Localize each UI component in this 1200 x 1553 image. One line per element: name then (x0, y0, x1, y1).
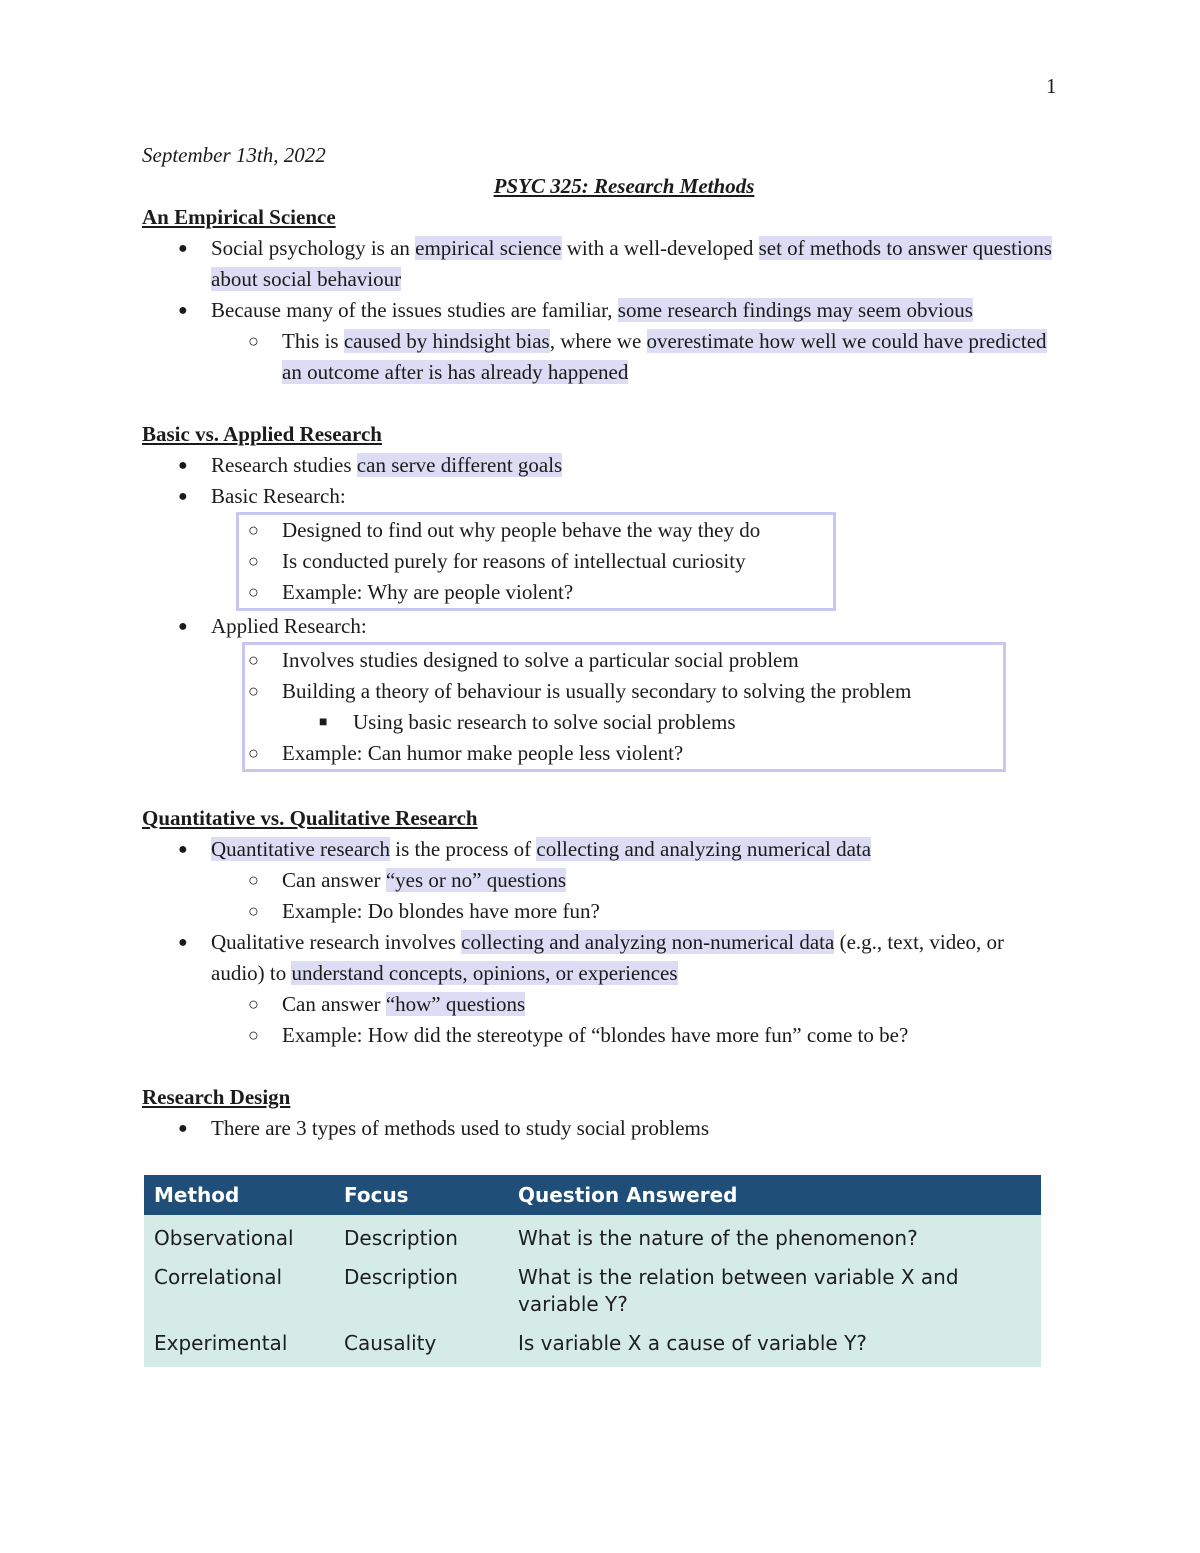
table-cell: Observational (144, 1215, 334, 1258)
hollow-bullet-icon: ○ (248, 331, 259, 351)
list-item: ● There are 3 types of methods used to study social problems (142, 1113, 1062, 1144)
section-heading-research-design: Research Design (142, 1085, 291, 1109)
hollow-bullet-icon: ○ (248, 650, 259, 670)
page-number: 1 (1046, 74, 1057, 98)
highlight: “how” questions (385, 992, 526, 1016)
highlight: collecting and analyzing numerical data (536, 837, 872, 861)
list-item: ○ Can answer “yes or no” questions (142, 865, 1062, 896)
bullet-icon: ● (178, 240, 188, 257)
list-item: ● Applied Research: (142, 611, 1062, 642)
applied-research-box (242, 642, 1006, 772)
table-cell: Correlational (144, 1258, 334, 1324)
column-header-method: Method (144, 1175, 334, 1215)
list-item: ○ This is caused by hindsight bias, where we overestimate how well we could have predicted an outcome after is has already happened (142, 326, 1062, 388)
bullet-icon: ● (178, 302, 188, 319)
table-cell: Experimental (144, 1324, 334, 1367)
bullet-icon: ● (178, 618, 188, 635)
bullet-icon: ● (178, 841, 188, 858)
table-row (144, 1324, 1041, 1367)
list-item: ○ Example: Do blondes have more fun? (142, 896, 1062, 927)
bullet-icon: ● (178, 934, 188, 951)
hollow-bullet-icon: ○ (248, 520, 259, 540)
highlight: some research findings may seem obvious (617, 298, 973, 322)
table-cell: Causality (334, 1324, 508, 1367)
list-item: ○ Involves studies designed to solve a particular social problem (245, 645, 1003, 676)
table-cell: Description (334, 1258, 508, 1324)
document-title: PSYC 325: Research Methods (493, 174, 755, 198)
hollow-bullet-icon: ○ (248, 901, 259, 921)
table-row (144, 1215, 1041, 1258)
list-item: ● Because many of the issues studies are familiar, some research findings may seem obvious (142, 295, 1062, 326)
table-header-row (144, 1175, 1041, 1215)
highlight: Quantitative research (211, 837, 390, 861)
list-item: ○ Is conducted purely for reasons of intellectual curiosity (239, 546, 833, 577)
column-header-question: Question Answered (508, 1175, 1041, 1215)
highlight: empirical science (415, 236, 562, 260)
list-item: ○ Example: How did the stereotype of “blondes have more fun” come to be? (142, 1020, 1062, 1051)
methods-table (144, 1175, 1041, 1367)
design-list (142, 1113, 1062, 1144)
basic-research-box (236, 512, 836, 611)
hollow-bullet-icon: ○ (248, 681, 259, 701)
hollow-bullet-icon: ○ (248, 994, 259, 1014)
hollow-bullet-icon: ○ (248, 551, 259, 571)
list-item: ○ Example: Can humor make people less violent? (245, 738, 1003, 769)
hollow-bullet-icon: ○ (248, 870, 259, 890)
list-item: ○ Can answer “how” questions (142, 989, 1062, 1020)
table-row (144, 1258, 1041, 1324)
list-item: ● Qualitative research involves collecting and analyzing non-numerical data (e.g., text, video, or audio) to understand concepts, opinions, or experiences (142, 927, 1062, 989)
table-cell: Description (334, 1215, 508, 1258)
date-line: September 13th, 2022 (142, 143, 326, 167)
highlight: collecting and analyzing non-numerical data (461, 930, 835, 954)
table-cell: What is the relation between variable X and variable Y? (508, 1258, 1041, 1324)
list-item: ● Basic Research: (142, 481, 1062, 512)
list-item: ○ Example: Why are people violent? (239, 577, 833, 608)
list-item: ● Quantitative research is the process of collecting and analyzing numerical data (142, 834, 1062, 865)
hollow-bullet-icon: ○ (248, 582, 259, 602)
list-item: ● Research studies can serve different goals (142, 450, 1062, 481)
bullet-icon: ● (178, 457, 188, 474)
highlight: set of methods to answer questions about social behaviour (211, 236, 1052, 291)
column-header-focus: Focus (334, 1175, 508, 1215)
hollow-bullet-icon: ○ (248, 743, 259, 763)
section-heading-empirical: An Empirical Science (142, 205, 336, 229)
table-cell: What is the nature of the phenomenon? (508, 1215, 1041, 1258)
table-cell: Is variable X a cause of variable Y? (508, 1324, 1041, 1367)
document-body (142, 140, 1062, 1144)
highlight: “yes or no” questions (385, 868, 567, 892)
bullet-icon: ● (178, 488, 188, 505)
quant-qual-list (142, 834, 1062, 1051)
highlight: overestimate how well we could have predicted an outcome after is has already happened (282, 329, 1047, 384)
hollow-bullet-icon: ○ (248, 1025, 259, 1045)
highlight: can serve different goals (356, 453, 563, 477)
bullet-icon: ● (178, 1120, 188, 1137)
list-item: ○ Designed to find out why people behave the way they do (239, 515, 833, 546)
highlight: understand concepts, opinions, or experiences (291, 961, 678, 985)
section-heading-basic-applied: Basic vs. Applied Research (142, 422, 382, 446)
section-heading-quant-qual: Quantitative vs. Qualitative Research (142, 806, 478, 830)
empirical-list (142, 233, 1062, 388)
square-bullet-icon: ■ (319, 715, 328, 730)
list-item: ○ Building a theory of behaviour is usually secondary to solving the problem (245, 676, 1003, 707)
highlight: caused by hindsight bias (343, 329, 550, 353)
list-item: ● Social psychology is an empirical science with a well-developed set of methods to answer questions about social behaviour (142, 233, 1062, 295)
list-item: ■ Using basic research to solve social problems (245, 707, 1003, 738)
basic-applied-list (142, 450, 1062, 512)
